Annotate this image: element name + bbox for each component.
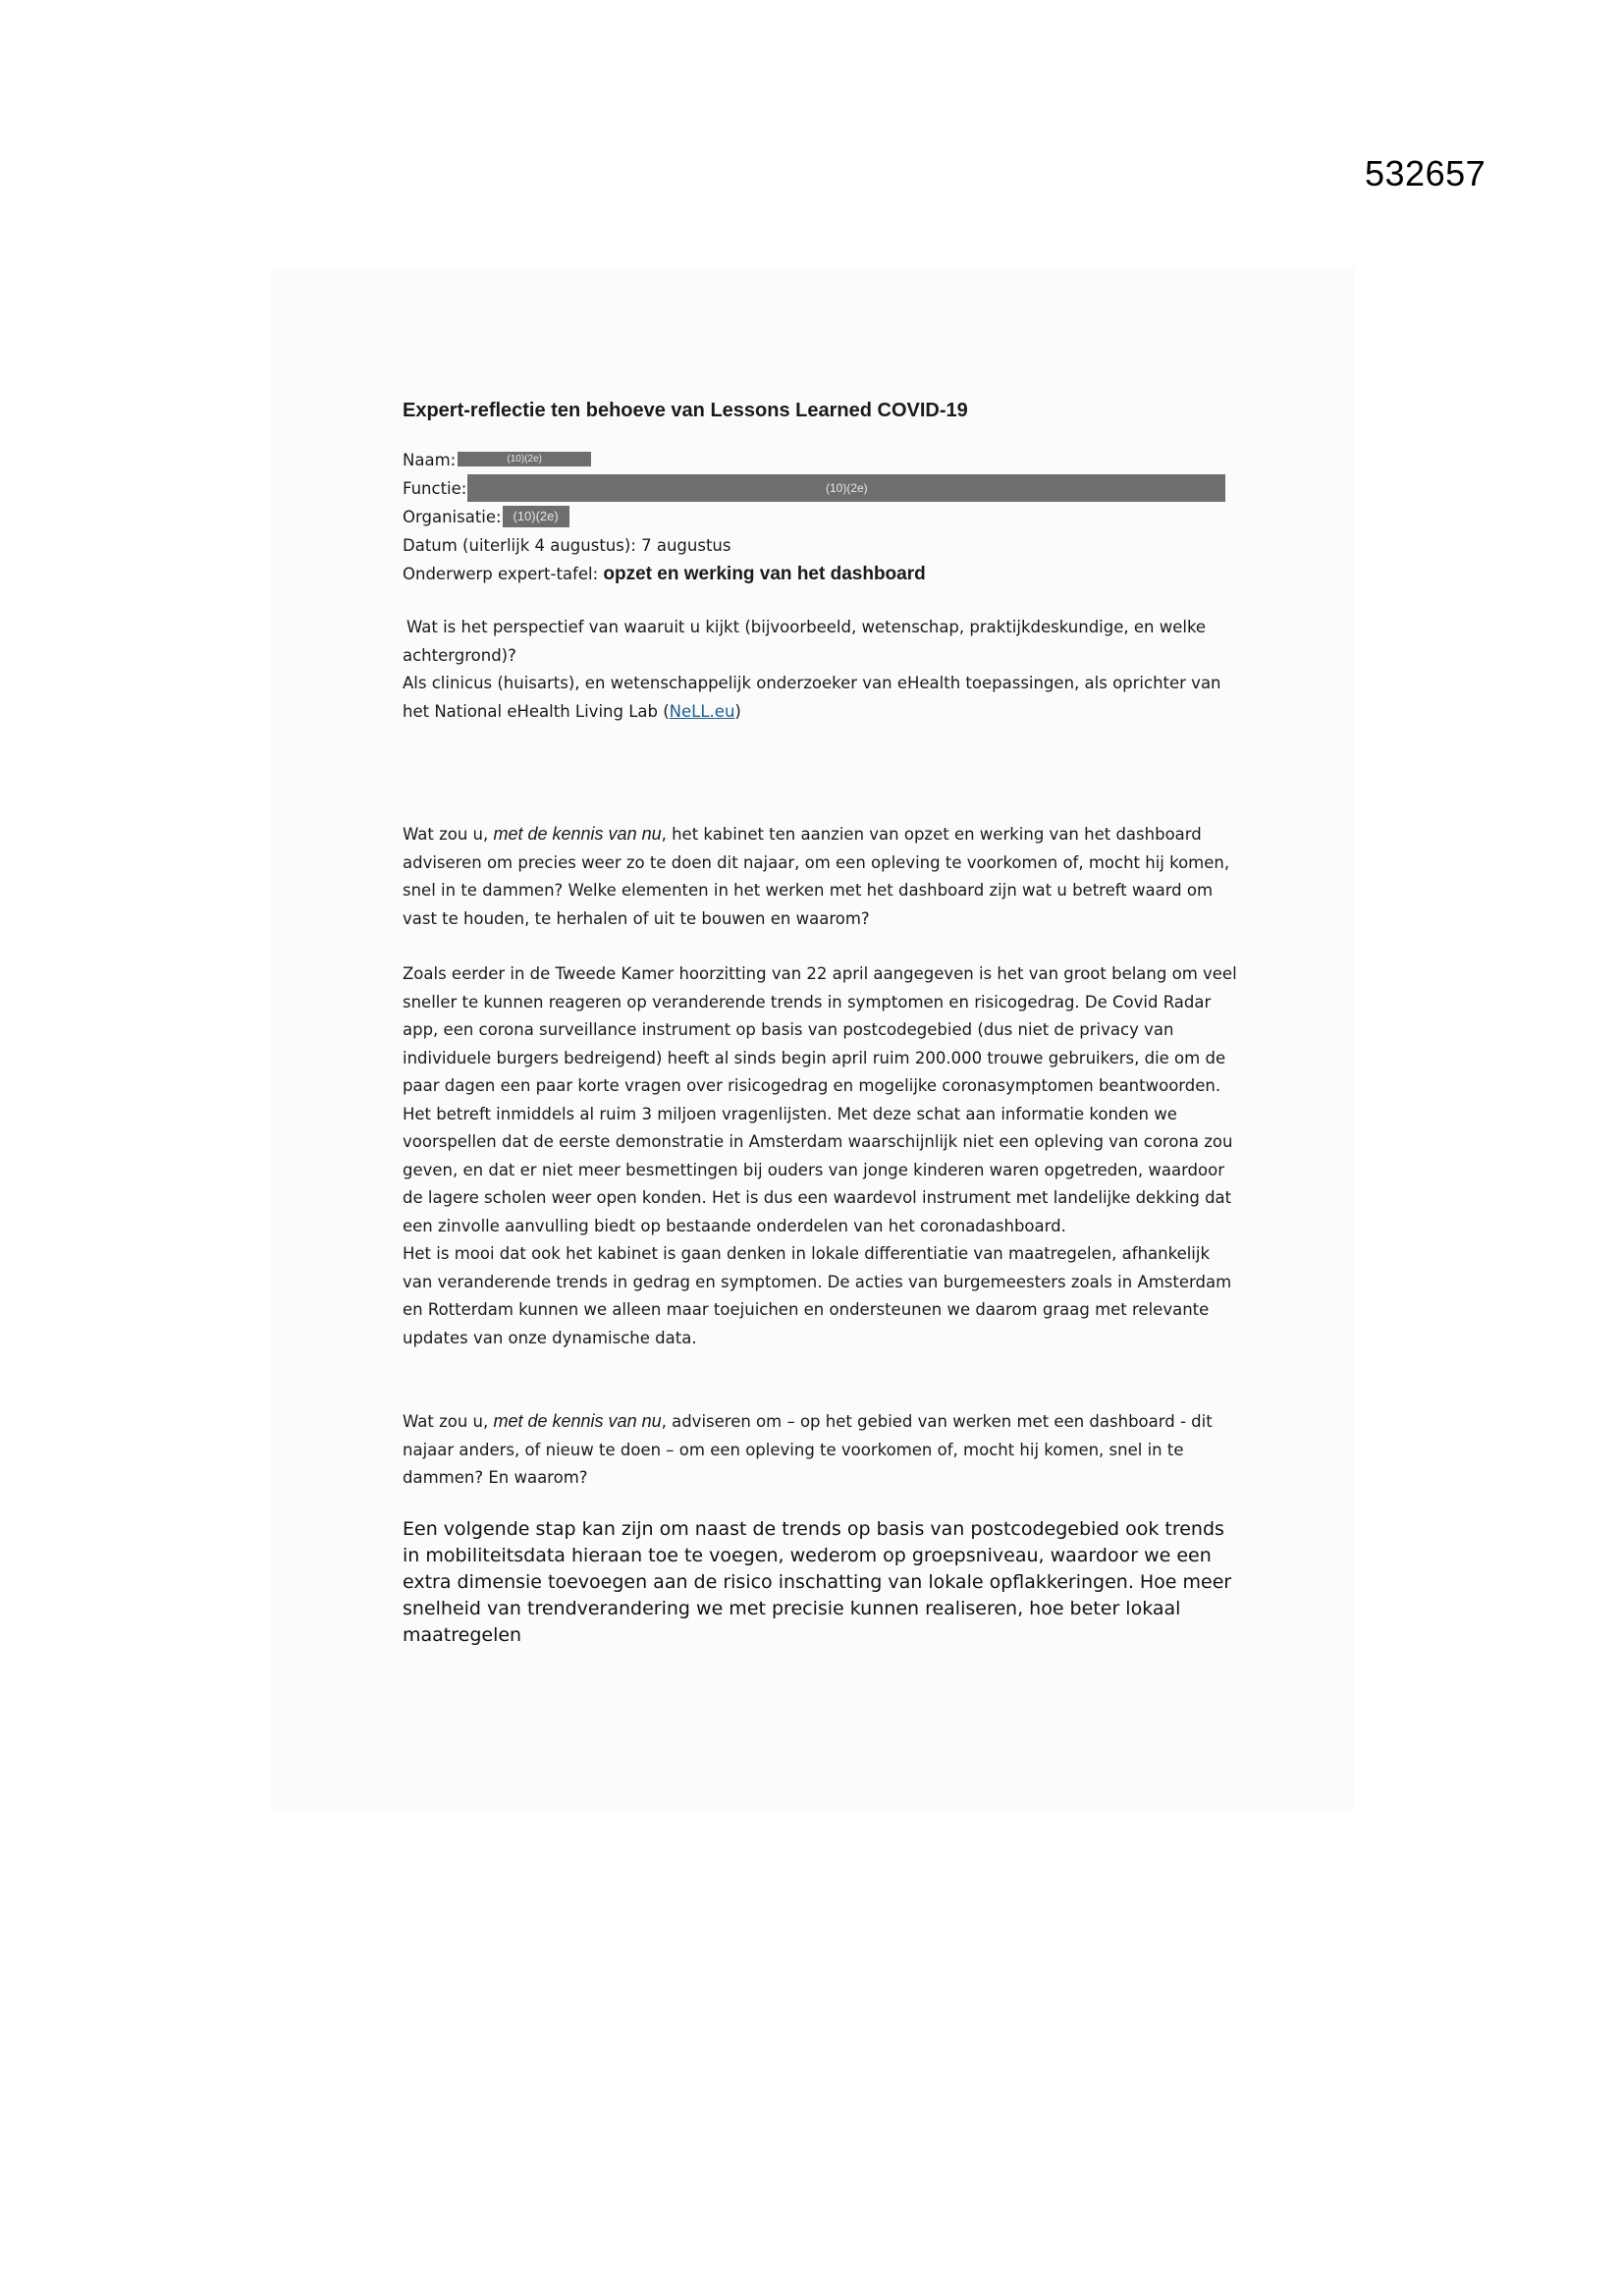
organisatie-field bbox=[403, 503, 1237, 531]
functie-label: Functie: bbox=[403, 479, 467, 498]
question-1: Wat is het perspectief van waaruit u kijkt (bijvoorbeeld, wetenschap, praktijkdeskundige, en welke achtergrond)? bbox=[403, 618, 1207, 665]
nell-link[interactable]: NeLL.eu bbox=[669, 701, 735, 721]
onderwerp-value: opzet en werking van het dashboard bbox=[603, 564, 926, 584]
document-title: Expert-reflectie ten behoeve van Lessons Learned COVID-19 bbox=[403, 400, 968, 421]
functie-field bbox=[403, 474, 1237, 503]
naam-label: Naam: bbox=[403, 451, 457, 469]
onderwerp-field bbox=[403, 560, 1237, 588]
answer-1-close: ) bbox=[734, 701, 741, 721]
question-2 bbox=[403, 820, 1237, 933]
answer-2-paragraph-2: Het is mooi dat ook het kabinet is gaan denken in lokale differentiatie van maatregelen, afhankelijk van veranderende trends in gedrag en symptomen. De acties van burgemeesters zoals in Amsterdam en Rotterdam kunnen we alleen maar toejuichen en ondersteunen we daarom graag met relevante updates van onze dynamische data. bbox=[403, 1244, 1232, 1347]
naam-redaction: (10)(2e) bbox=[458, 452, 591, 466]
naam-field bbox=[403, 446, 1237, 474]
onderwerp-label: Onderwerp expert-tafel: bbox=[403, 565, 604, 583]
document-content bbox=[403, 397, 1237, 1649]
question-3-prefix: Wat zou u, bbox=[403, 1412, 494, 1431]
document-number: 532657 bbox=[1365, 153, 1487, 193]
answer-1 bbox=[403, 670, 1237, 726]
organisatie-label: Organisatie: bbox=[403, 508, 502, 526]
spacer bbox=[403, 726, 1237, 820]
organisatie-redaction: (10)(2e) bbox=[503, 506, 569, 527]
functie-redaction: (10)(2e) bbox=[467, 474, 1225, 502]
question-3 bbox=[403, 1407, 1237, 1493]
datum-field: Datum (uiterlijk 4 augustus): 7 augustus bbox=[403, 536, 731, 555]
question-2-prefix: Wat zou u, bbox=[403, 825, 494, 844]
question-2-emphasis: met de kennis van nu bbox=[493, 824, 662, 844]
question-2-suffix: , het kabinet ten aanzien van opzet en werking van het dashboard adviseren om precies weer zo te doen dit najaar, om een opleving te voorkomen of, mocht hij komen, snel in te dammen? Welke elementen in het werken met het dashboard zijn wat u betreft waard om vast te houden, te herhalen of uit te bouwen en waarom? bbox=[403, 825, 1230, 928]
answer-2-paragraph-1: Zoals eerder in de Tweede Kamer hoorzitting van 22 april aangegeven is het van groot belang om veel sneller te kunnen reageren op veranderende trends in symptomen en risicogedrag. De Covid Radar app, een corona surveillance instrument op basis van postcodegebied (dus niet de privacy van individuele burgers bedreigend) heeft al sinds begin april ruim 200.000 trouwe gebruikers, die om de paar dagen een paar korte vragen over risicogedrag en mogelijke coronasymptomen beantwoorden. Het betreft inmiddels al ruim 3 miljoen vragenlijsten. Met deze schat aan informatie konden we voorspellen dat de eerste demonstratie in Amsterdam waarschijnlijk niet een opleving van corona zou geven, en dat er niet meer besmettingen bij ouders van jonge kinderen waren opgetreden, waardoor de lagere scholen weer open konden. Het is dus een waardevol instrument met landelijke dekking dat een zinvolle aanvulling biedt op bestaande onderdelen van het coronadashboard. bbox=[403, 964, 1237, 1235]
answer-3: Een volgende stap kan zijn om naast de trends op basis van postcodegebied ook trends in mobiliteitsdata hieraan toe te voegen, wederom op groepsniveau, waardoor we een extra dimensie toevoegen aan de risico inschatting van lokale opflakkeringen. Hoe meer snelheid van trendverandering we met precisie kunnen realiseren, hoe beter lokaal maatregelen bbox=[403, 1517, 1232, 1646]
question-3-suffix: , adviseren om – op het gebied van werken met een dashboard - dit najaar anders, of nieuw te doen – om een opleving te voorkomen of, mocht hij komen, snel in te dammen? En waarom? bbox=[403, 1412, 1213, 1487]
question-3-emphasis: met de kennis van nu bbox=[493, 1411, 662, 1431]
answer-1-text: Als clinicus (huisarts), en wetenschappelijk onderzoeker van eHealth toepassingen, als oprichter van het National eHealth Living Lab ( bbox=[403, 674, 1221, 721]
